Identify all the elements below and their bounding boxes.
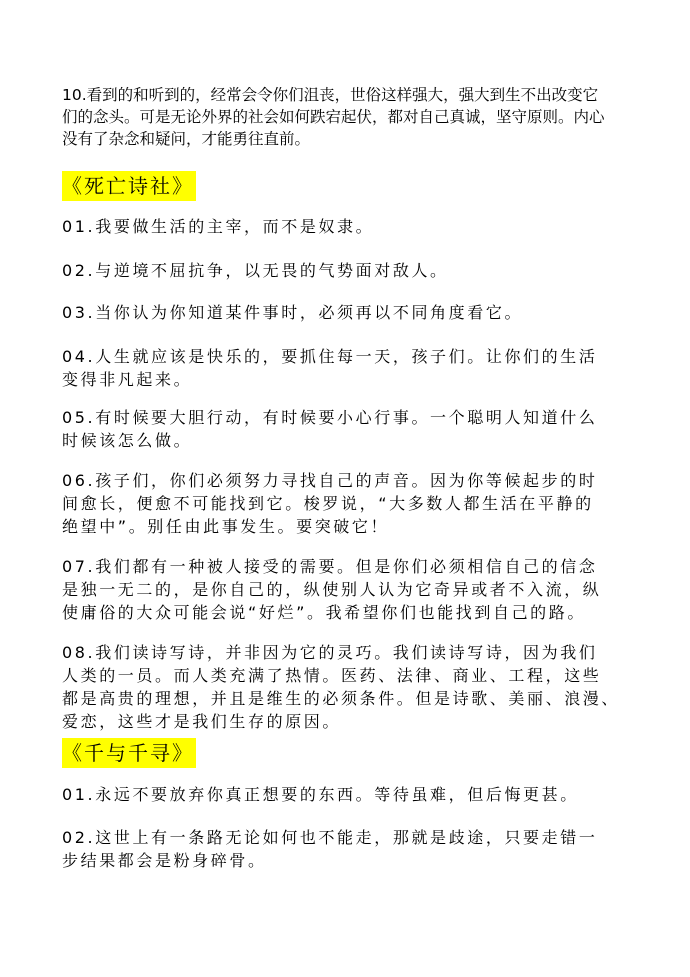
- section-title-spirited-away: 《千与千寻》: [62, 738, 196, 768]
- quote-sa-01: 01.永远不要放弃你真正想要的东西。等待虽难，但后悔更甚。: [62, 785, 579, 804]
- quote-dps-06: 06.孩子们，你们必须努力寻找自己的声音。因为你等候起步的时 间愈长，便愈不可能找到它。梭罗说，“大多数人都生活在平静的 绝望中”。别任由此事发生。要突破它！: [62, 471, 598, 536]
- quote-sa-02: 02.这世上有一条路无论如何也不能走，那就是歧途，只要走错一 步结果都会是粉身碎骨。: [62, 828, 598, 870]
- quote-dps-03: 03.当你认为你知道某件事时，必须再以不同角度看它。: [62, 303, 524, 322]
- quote-dps-02: 02.与逆境不屈抗争，以无畏的气势面对敌人。: [62, 261, 449, 280]
- quote-dps-05: 05.有时候要大胆行动，有时候要小心行事。一个聪明人知道什么 时候该怎么做。: [62, 408, 598, 450]
- quote-dps-04: 04.人生就应该是快乐的，要抓住每一天，孩子们。让你们的生活 变得非凡起来。: [62, 347, 598, 389]
- quote-dps-08: 08.我们读诗写诗，并非因为它的灵巧。我们读诗写诗，因为我们 人类的一员。而人类充满了热情。医药、法律、商业、工程，这些 都是高贵的理想，并且是维生的必须条件。但是诗歌、美丽、浪漫、 爱恋，这些才是我们生存的原因。: [62, 643, 621, 731]
- section-title-dead-poets-society: 《死亡诗社》: [62, 171, 196, 201]
- quote-dps-07: 07.我们都有一种被人接受的需要。但是你们必须相信自己的信念 是独一无二的，是你自己的，纵使别人认为它奇异或者不入流，纵 使庸俗的大众可能会说“好烂”。我希望你们也能找到自己的路。: [62, 557, 602, 622]
- intro-paragraph: 10.看到的和听到的，经常会令你们沮丧，世俗这样强大，强大到生不出改变它 们的念头。可是无论外界的社会如何跌宕起伏，都对自己真诚，坚守原则。内心 没有了杂念和疑问，才能勇往直前。: [62, 86, 605, 148]
- quote-dps-01: 01.我要做生活的主宰，而不是奴隶。: [62, 217, 375, 236]
